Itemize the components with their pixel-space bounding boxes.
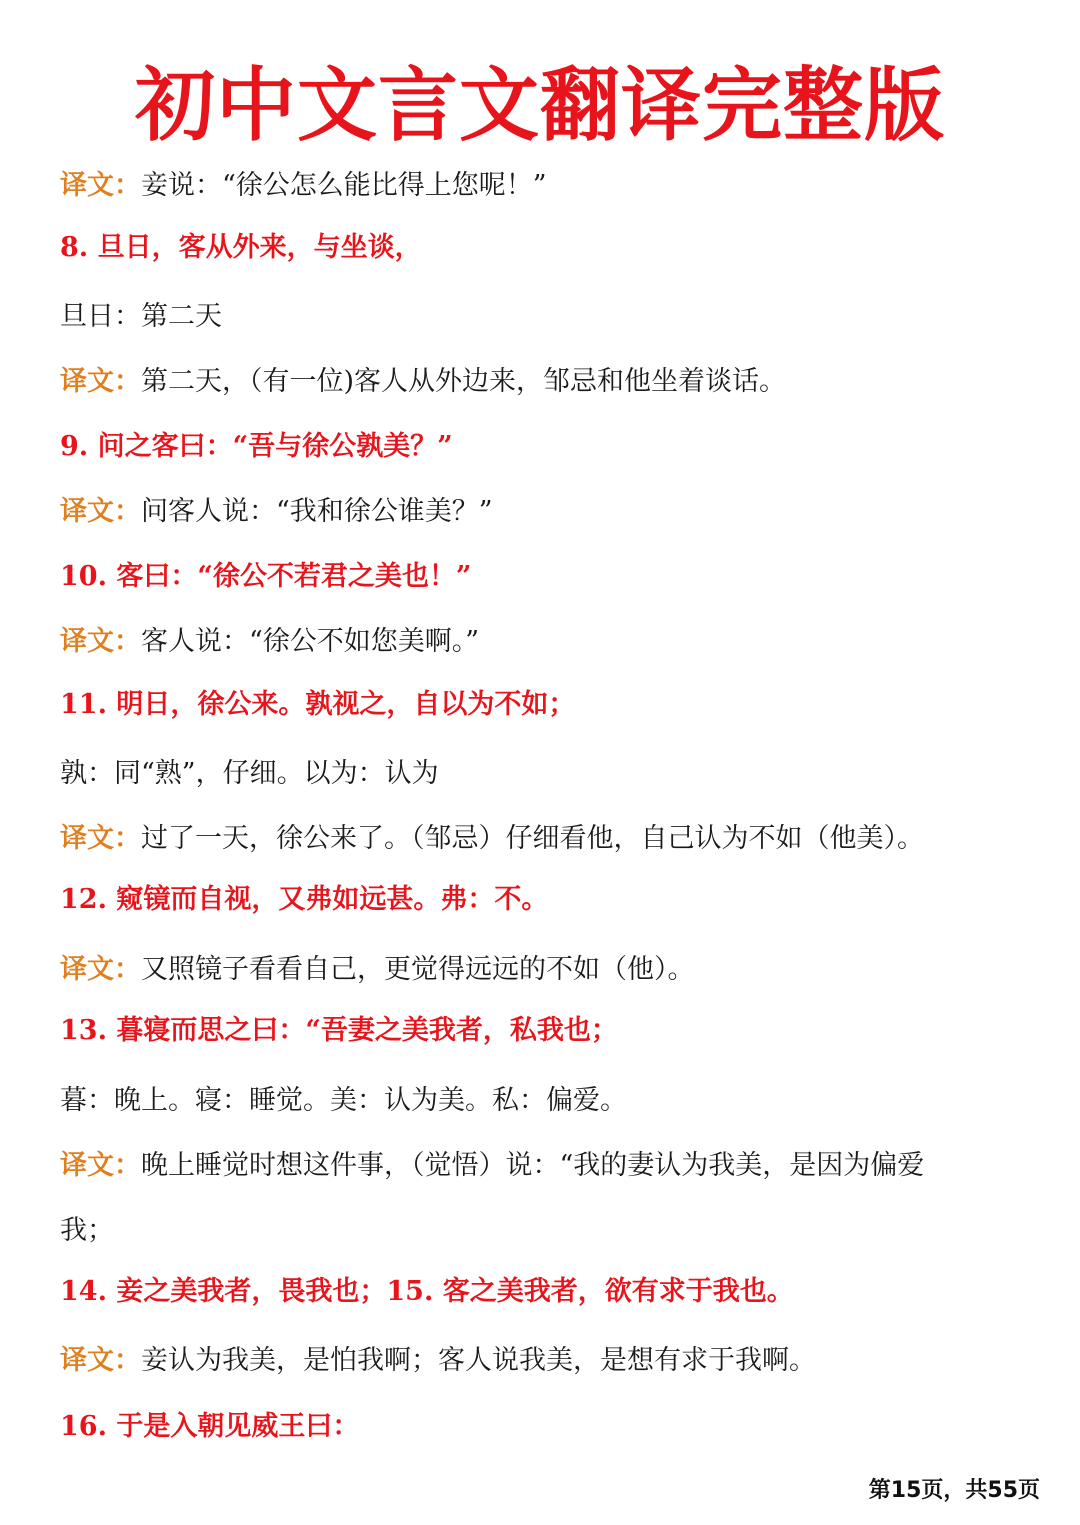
translation-line xyxy=(60,1146,1040,1186)
source-line: 9. 问之客曰：“吾与徐公孰美？” xyxy=(60,431,453,462)
translation-text: 第二天，（有一位)客人从外边来，邹忌和他坐着谈话。 xyxy=(141,366,787,397)
source-line: 12. 窥镜而自视，又弗如远甚。弗：不。 xyxy=(60,884,549,915)
translation-label: 译文： xyxy=(60,170,141,201)
page-number: 第15页，共55页 xyxy=(868,1478,1040,1503)
source-line: 14. 妾之美我者，畏我也；15. 客之美我者，欲有求于我也。 xyxy=(60,1276,794,1307)
translation-line xyxy=(60,1341,1040,1381)
source-line: 11. 明日，徐公来。孰视之，自以为不如； xyxy=(60,689,576,720)
translation-line xyxy=(60,622,1040,662)
translation-text: 妾认为我美，是怕我啊；客人说我美，是想有求于我啊。 xyxy=(141,1345,816,1376)
translation-text: 客人说：“徐公不如您美啊。” xyxy=(141,626,480,657)
translation-text: 又照镜子看看自己，更觉得远远的不如（他）。 xyxy=(141,954,695,985)
translation-text: 过了一天，徐公来了。（邹忌）仔细看他，自己认为不如（他美）。 xyxy=(141,823,924,854)
source-line: 10. 客曰：“徐公不若君之美也！” xyxy=(60,561,472,592)
source-line: 16. 于是入朝见威王曰： xyxy=(60,1411,360,1442)
translation-label: 译文： xyxy=(60,366,141,397)
translation-label: 译文： xyxy=(60,1150,141,1181)
translation-text: 妾说：“徐公怎么能比得上您呢！” xyxy=(141,170,547,201)
translation-label: 译文： xyxy=(60,823,141,854)
note-line: 孰：同“熟”，仔细。以为：认为 xyxy=(60,758,439,789)
translation-text: 问客人说：“我和徐公谁美？” xyxy=(141,496,493,527)
translation-label: 译文： xyxy=(60,954,141,985)
translation-text: 晚上睡觉时想这件事，（觉悟）说：“我的妻认为我美，是因为偏爱 xyxy=(141,1150,925,1181)
translation-label: 译文： xyxy=(60,1345,141,1376)
translation-line xyxy=(60,166,1040,206)
translation-line xyxy=(60,950,1040,990)
note-line: 暮：晚上。寝：睡觉。美：认为美。私：偏爱。 xyxy=(60,1085,627,1116)
translation-line xyxy=(60,492,1040,532)
translation-line xyxy=(60,362,1040,402)
translation-line xyxy=(60,819,1040,859)
note-line: 旦日：第二天 xyxy=(60,301,222,332)
translation-label: 译文： xyxy=(60,626,141,657)
translation-continuation: 我； xyxy=(60,1215,114,1246)
page-title: 初中文言文翻译完整版 xyxy=(135,59,945,152)
source-line: 8. 旦日，客从外来，与坐谈， xyxy=(60,232,422,263)
source-line: 13. 暮寝而思之曰：“吾妻之美我者，私我也； xyxy=(60,1015,618,1046)
translation-label: 译文： xyxy=(60,496,141,527)
